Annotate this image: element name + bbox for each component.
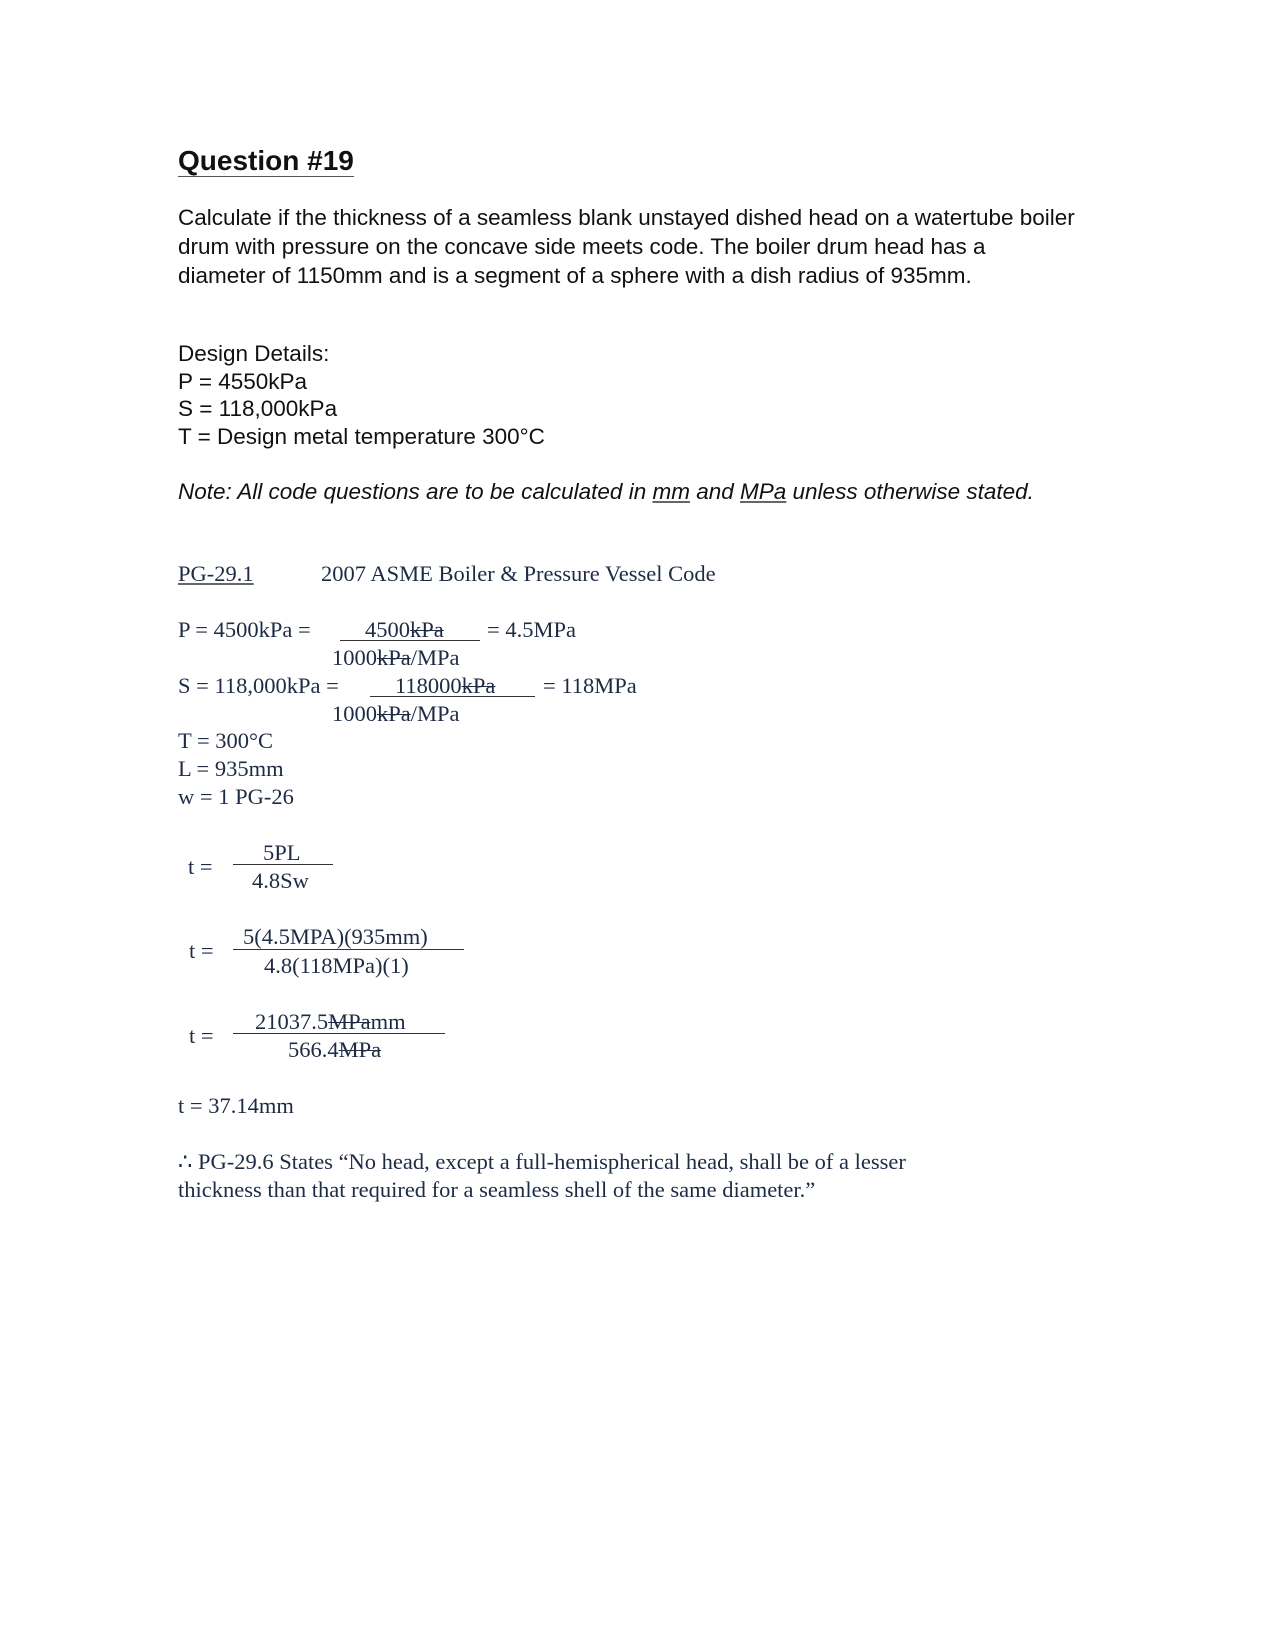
note-post: unless otherwise stated. [786, 479, 1034, 504]
var-radius: L = 935mm [178, 756, 284, 781]
p-den-rest: /MPa [410, 645, 460, 670]
formula3-fraction-bar [233, 1033, 445, 1034]
s-conversion-result: = 118MPa [543, 673, 637, 698]
note [178, 477, 1058, 506]
formula3-lhs: t = [189, 1023, 214, 1048]
conclusion-line-2: thickness than that required for a seamless shell of the same diameter.” [178, 1177, 816, 1202]
s-den-rest: /MPa [410, 701, 460, 726]
s-conversion-lhs: S = 118,000kPa = [178, 673, 339, 698]
formula1-denominator: 4.8Sw [252, 868, 309, 893]
formula2-fraction-bar [233, 949, 464, 950]
formula2-lhs: t = [189, 938, 214, 963]
final-result: t = 37.14mm [178, 1093, 294, 1118]
f3-num-value: 21037.5 [255, 1009, 329, 1034]
note-mpa: MPa [740, 479, 787, 504]
s-num-unit: kPa [461, 673, 496, 698]
f3-den-value: 566.4 [288, 1037, 339, 1062]
p-conversion-lhs: P = 4500kPa = [178, 617, 311, 642]
formula3-denominator [288, 1035, 381, 1065]
note-pre: Note: All code questions are to be calculated in [178, 479, 653, 504]
p-den-unit: kPa [377, 645, 411, 670]
conclusion-line-1: ∴ PG-29.6 States “No head, except a full-hemispherical head, shall be of a lesser [178, 1149, 906, 1174]
p-num-value: 4500 [365, 617, 410, 642]
p-conversion-denominator [332, 643, 460, 673]
p-num-unit: kPa [410, 617, 444, 642]
s-conversion-denominator [332, 699, 460, 729]
var-temperature: T = 300°C [178, 728, 274, 753]
s-fraction-bar [370, 696, 535, 697]
f3-num-unit: MPa [328, 1009, 371, 1034]
s-den-value: 1000 [332, 701, 377, 726]
code-reference: PG-29.1 [178, 561, 254, 586]
f3-num-rest: mm [370, 1009, 406, 1034]
design-stress: S = 118,000kPa [178, 396, 338, 421]
p-fraction-bar [340, 640, 480, 641]
formula2-denominator: 4.8(118MPa)(1) [264, 953, 409, 978]
formula2-numerator: 5(4.5MPA)(935mm) [243, 924, 428, 949]
design-temperature: T = Design metal temperature 300°C [178, 424, 545, 449]
s-num-value: 118000 [395, 673, 462, 698]
note-mm: mm [652, 479, 690, 504]
formula1-lhs: t = [188, 854, 213, 879]
problem-statement: Calculate if the thickness of a seamless blank unstayed dished head on a watertube boiler drum with pressure on the concave side meets code. The boiler drum head has a diameter of 1150mm and is a segment of a sphere with a dish radius of 935mm. [178, 205, 1075, 288]
p-den-value: 1000 [332, 645, 377, 670]
f3-den-unit: MPa [338, 1037, 382, 1062]
code-name: 2007 ASME Boiler & Pressure Vessel Code [321, 561, 716, 586]
var-weld-factor: w = 1 PG-26 [178, 784, 294, 809]
formula1-numerator: 5PL [263, 840, 301, 865]
formula1-fraction-bar [233, 864, 333, 865]
design-details-heading: Design Details: [178, 341, 330, 366]
note-mid: and [689, 479, 741, 504]
p-conversion-result: = 4.5MPa [487, 617, 576, 642]
design-pressure: P = 4550kPa [178, 369, 308, 394]
question-title: Question #19 [178, 145, 354, 176]
s-den-unit: kPa [377, 701, 411, 726]
